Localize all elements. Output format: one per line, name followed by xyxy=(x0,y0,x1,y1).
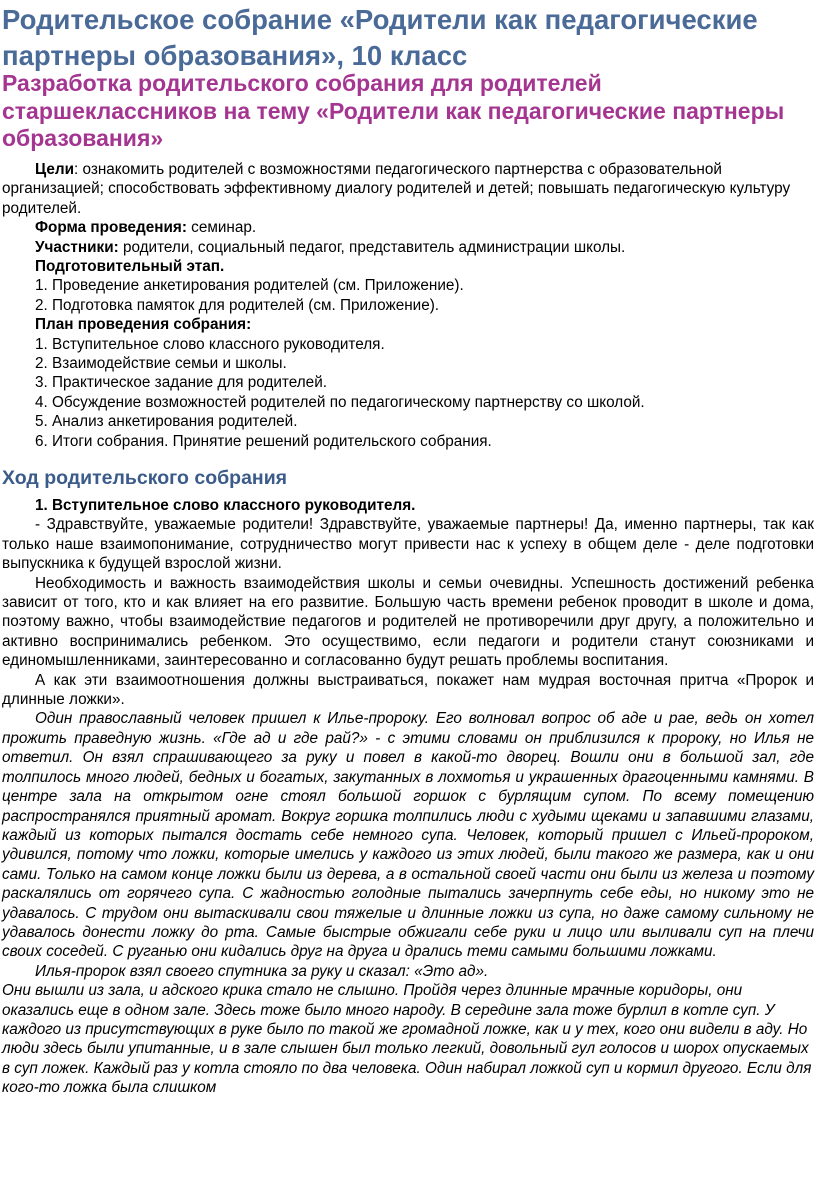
plan-item: 6. Итоги собрания. Принятие решений родительского собрания. xyxy=(35,432,492,450)
participants-label: Участники: xyxy=(35,238,119,256)
participants-line xyxy=(2,238,814,257)
plan-item: 1. Вступительное слово классного руководителя. xyxy=(35,335,385,353)
body-paragraph: А как эти взаимоотношения должны выстраиваться, покажет нам мудрая восточная притча «Пророк и длинные ложки». xyxy=(2,671,814,709)
prep-label: Подготовительный этап. xyxy=(35,258,225,276)
form-text: семинар. xyxy=(186,219,257,237)
page-subtitle: Разработка родительского собрания для родителей старшеклассников на тему «Родители как педагогические партнеры образования» xyxy=(2,70,785,151)
goals-label: Цели xyxy=(35,161,74,178)
parable-paragraph: Они вышли из зала, и адского крика стало не слышно. Пройдя через длинные мрачные коридоры, они оказались еще в одном зале. Здесь тоже было много народу. В середине зала тоже бурлил в котле суп. У каждого из присутствующих в руке было по такой же громадной ложке, как и у тех, кого они видели в аду. Но люди здесь были упитанные, и в зале слышен был только легкий, довольный гул голосов и шорох опускаемых в суп ложек. Каждый раз у котла стояло по два человека. Один набирал ложкой суп и кормил другого. Если для кого-то ложка была слишком xyxy=(2,982,812,1097)
body-paragraph: Необходимость и важность взаимодействия школы и семьи очевидны. Успешность достижений ребенка зависит от того, кто и как влияет на его развитие. Большую часть времени ребенок проводит в школе и дома, поэтому важно, чтобы взаимодействие педагогов и родителей не противоречили друг другу, а положительно и активно воспринимались ребенком. Это осуществимо, если педагоги и родители станут союзниками и единомышленниками, заинтересованно и согласованно будут решать проблемы воспитания. xyxy=(2,574,814,670)
body-block xyxy=(2,496,814,1098)
body-paragraph: - Здравствуйте, уважаемые родители! Здравствуйте, уважаемые партнеры! Да, именно партнеры, так как только наше взаимопонимание, сотрудничество могут привести нас к успеху в общем деле - деле подготовки выпускника к будущей взрослой жизни. xyxy=(2,516,814,573)
parable-paragraph: Илья-пророк взял своего спутника за руку и сказал: «Это ад». xyxy=(35,962,489,980)
goals-text: : ознакомить родителей с возможностями педагогического партнерства с образовательной организацией; способствовать эффективному диалогу родителей и детей; повышать педагогическую культуру родителей. xyxy=(2,161,791,217)
intro-block xyxy=(2,160,814,451)
plan-label: План проведения собрания: xyxy=(35,316,252,334)
goals-paragraph xyxy=(2,160,814,218)
plan-item: 5. Анализ анкетирования родителей. xyxy=(35,413,298,431)
plan-item: 3. Практическое задание для родителей. xyxy=(35,374,327,392)
prep-item: 1. Проведение анкетирования родителей (см. Приложение). xyxy=(35,277,464,295)
form-label: Форма проведения: xyxy=(35,219,187,237)
page-title: Родительское собрание «Родители как педагогические партнеры образования», 10 класс xyxy=(2,4,758,71)
plan-item: 4. Обсуждение возможностей родителей по педагогическому партнерству со школой. xyxy=(35,393,645,411)
form-line xyxy=(2,218,814,237)
course-heading: Ход родительского собрания xyxy=(2,467,288,489)
section1-heading: 1. Вступительное слово классного руководителя. xyxy=(35,497,416,514)
participants-text: родители, социальный педагог, представитель администрации школы. xyxy=(118,238,626,256)
plan-item: 2. Взаимодействие семьи и школы. xyxy=(35,355,287,373)
parable-paragraph: Один православный человек пришел к Илье-пророку. Его волновал вопрос об аде и рае, ведь он хотел прожить праведную жизнь. «Где ад и где рай?» - с этими словами он приблизился к пророку, но Илья не ответил. Он взял спрашивающего за руку и повел в какой-то дворец. Вошли они в большой зал, где толпилось много людей, бедных и богатых, закутанных в лохмотья и украшенных драгоценными камнями. В центре зала на открытом огне стоял большой горшок с бурлящим супом. По всему помещению распространялся приятный аромат. Вокруг горшка толпились люди с худыми щеками и запавшими глазами, каждый из которых пытался достать себе немного супа. Человек, который пришел с Ильей-пророком, удивился, потому что ложки, которые имелись у каждого из этих людей, были такого же размера, как и они сами. Только на самом конце ложки были из дерева, а в остальной своей части они были из железа и поэтому раскалялись от горячего супа. С жадностью голодные пытались зачерпнуть себе еды, но никому это не удавалось. С трудом они вытаскивали свои тяжелые и длинные ложки из супа, но даже самому сильному не удавалось донести ложку до рта. Самые быстрые обжигали себе руки и лицо или выливали суп на плечи своих соседей. С руганью они кидались друг на друга и дрались теми самыми большими ложками. xyxy=(2,710,814,961)
prep-item: 2. Подготовка памяток для родителей (см. Приложение). xyxy=(35,296,440,314)
